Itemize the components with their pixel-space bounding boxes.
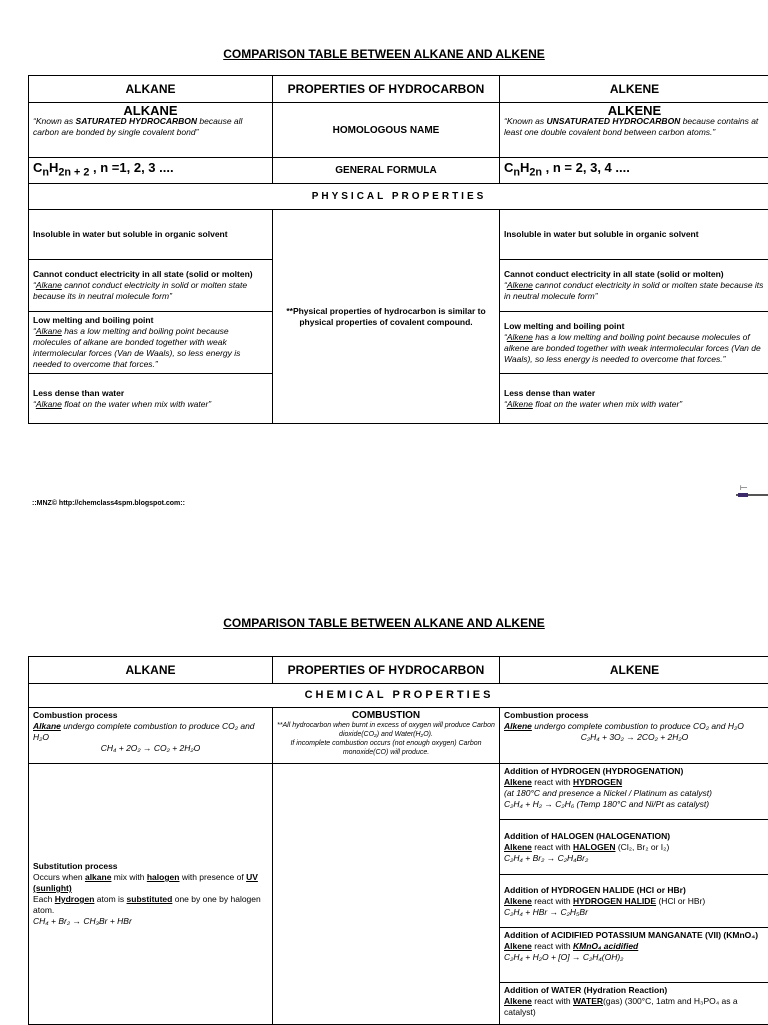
alkene-density: Less dense than water “Alkene float on the water when mix with water”: [500, 374, 768, 424]
physical-properties-note: **Physical properties of hydrocarbon is similar to physical properties of covalent compound.: [273, 210, 500, 424]
physical-properties-table: [28, 75, 768, 424]
alkene-melting-point: Low melting and boiling point “Alkene has a low melting and boiling point because molecules of alkene are bonded together with weak intermolecular forces (Van de Waals), so less energy is needed to overcome that forces.”: [500, 312, 768, 374]
alkene-hydration: Addition of WATER (Hydration Reaction) Alkene react with WATER(gas) (300°C, 1atm and H₃PO₄ as a catalyst): [500, 983, 768, 1025]
alkene-name: ALKENE: [504, 105, 765, 116]
header2-alkane: ALKANE: [29, 657, 273, 684]
alkene-hydrogenation: Addition of HYDROGEN (HYDROGENATION) Alkene react with HYDROGEN (at 180°C and presence a Nickel / Platinum as catalyst) C₂H₄ + H₂ → C₂H₆ (Temp 180°C and Ni/Pt as catalyst): [500, 764, 768, 820]
alkane-solubility: Insoluble in water but soluble in organic solvent: [29, 210, 273, 260]
alkane-combustion: Combustion process Alkane undergo complete combustion to produce CO₂ and H₂O CH₄ + 2O₂ → CO₂ + 2H₂O: [29, 708, 273, 764]
chemical-properties-header: CHEMICAL PROPERTIES: [29, 684, 768, 708]
header2-alkene: ALKENE: [500, 657, 768, 684]
alkene-general-formula: $C_nH_{2n}$ , n = 2, 3, 4 ....: [500, 158, 768, 184]
page1-title: COMPARISON TABLE BETWEEN ALKANE AND ALKENE: [0, 47, 768, 61]
alkane-conductivity: Cannot conduct electricity in all state (solid or molten) “Alkane cannot conduct electricity in solid or molten state because its in neutral molecule form”: [29, 260, 273, 312]
addition-middle-blank: [273, 764, 500, 1025]
alkane-name: ALKANE: [33, 105, 268, 116]
homologous-alkene: ALKENE “Known as UNSATURATED HYDROCARBON because contains at least one double covalent bond between carbon atoms.”: [500, 103, 768, 158]
combustion-note: COMBUSTION **All hydrocarbon when burnt in excess of oxygen will produce Carbon dioxide(CO₂) and Water(H₂O). If incomplete combustion occurs (not enough oxygen) Carbon monoxide(CO) will produce.: [273, 708, 500, 764]
homologous-alkane: ALKANE “Known as SATURATED HYDROCARBON because all carbon are bonded by single covalent bond”: [29, 103, 273, 158]
physical-properties-header: PHYSICAL PROPERTIES: [29, 184, 768, 210]
general-formula-label: GENERAL FORMULA: [273, 158, 500, 184]
footer-credit: ::MNZ© http://chemclass4spm.blogspot.com::: [32, 500, 185, 507]
alkene-kmno4: Addition of ACIDIFIED POTASSIUM MANGANATE (VII) (KMnO₄) Alkene react with KMnO₄ acidified C₂H₄ + H₂O + [O] → C₂H₄(OH)₂: [500, 928, 768, 983]
homologous-name-label: HOMOLOGOUS NAME: [273, 103, 500, 158]
header2-properties: PROPERTIES OF HYDROCARBON: [273, 657, 500, 684]
alkene-halogenation: Addition of HALOGEN (HALOGENATION) Alkene react with HALOGEN (Cl₂, Br₂ or I₂) C₂H₄ + Br₂ → C₂H₄Br₂: [500, 820, 768, 875]
chemical-properties-table: [28, 656, 768, 1025]
header-alkane: ALKANE: [29, 76, 273, 103]
page2-title: COMPARISON TABLE BETWEEN ALKANE AND ALKENE: [0, 616, 768, 630]
header-properties: PROPERTIES OF HYDROCARBON: [273, 76, 500, 103]
alkene-conductivity: Cannot conduct electricity in all state (solid or molten) “Alkene cannot conduct electricity in solid or molten state because its in neutral molecule form”: [500, 260, 768, 312]
alkene-combustion: Combustion process Alkene undergo complete combustion to produce CO₂ and H₂O C₂H₄ + 3O₂ → 2CO₂ + 2H₂O: [500, 708, 768, 764]
alkene-hydrogen-halide: Addition of HYDROGEN HALIDE (HCl or HBr) Alkene react with HYDROGEN HALIDE (HCl or HBr) C₂H₄ + HBr → C₂H₅Br: [500, 875, 768, 928]
alkane-general-formula: $C_nH_{2n + 2}$ , n =1, 2, 3 ....: [29, 158, 273, 184]
alkene-solubility: Insoluble in water but soluble in organic solvent: [500, 210, 768, 260]
page-edge-marker: [738, 493, 748, 497]
header-alkene: ALKENE: [500, 76, 768, 103]
alkane-melting-point: Low melting and boiling point “Alkane has a low melting and boiling point because molecules of alkane are bonded together with weak intermolecular forces (Van de Waals), so less energy is needed to overcome that forces.”: [29, 312, 273, 374]
alkane-substitution: Substitution process Occurs when alkane mix with halogen with presence of UV (sunlight) Each Hydrogen atom is substituted one by one by halogen atom. CH₄ + Br₂ → CH₃Br + HBr: [29, 764, 273, 1025]
resize-handle-icon[interactable]: ⟝: [740, 482, 747, 493]
alkane-density: Less dense than water “Alkane float on the water when mix with water”: [29, 374, 273, 424]
